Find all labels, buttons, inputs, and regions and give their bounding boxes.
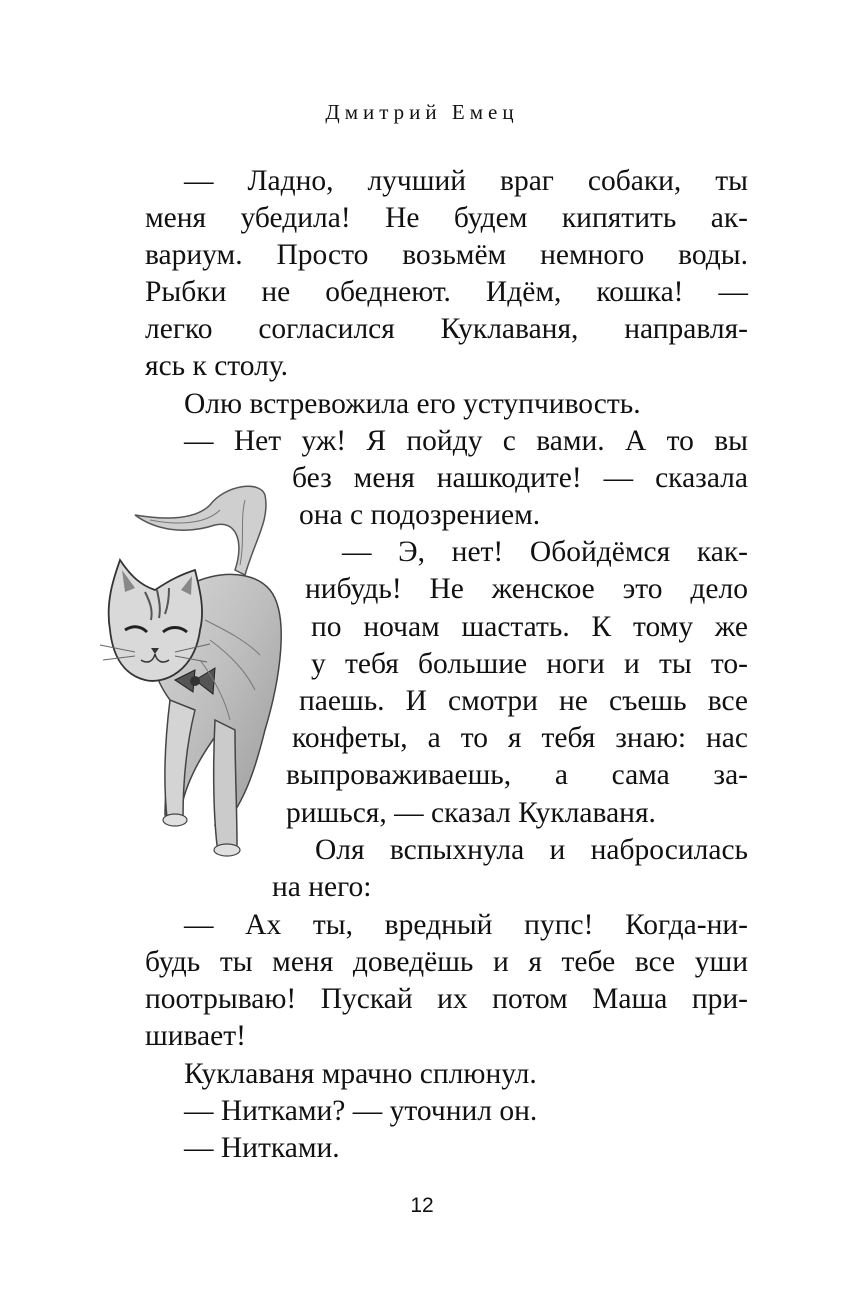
text-line: у тебя большие ноги и ты то- — [311, 648, 748, 680]
text-line: — Нитками? — уточнил он. — [184, 1095, 538, 1127]
text-line: по ночам шастать. К тому же — [311, 611, 748, 643]
text-line: шивает! — [145, 1020, 246, 1052]
text-line: легко согласился Куклаваня, направля- — [145, 313, 748, 345]
text-line: нибудь! Не женское это дело — [305, 573, 748, 605]
text-line: вариум. Просто возьмём немного воды. — [145, 239, 748, 271]
page-number: 12 — [410, 1194, 434, 1217]
text-line: без меня нашкодите! — сказала — [292, 462, 748, 494]
text-line: конфеты, а то я тебя знаю: нас — [292, 722, 748, 754]
text-line: — Ах ты, вредный пупс! Когда-ни- — [184, 909, 748, 941]
text-line: выпроваживаешь, а сама за- — [286, 759, 748, 791]
text-line: меня убедила! Не будем кипятить ак- — [145, 202, 748, 234]
text-line: она с подозрением. — [299, 499, 541, 531]
text-line: будь ты меня доведёшь и я тебе все уши — [145, 946, 748, 978]
text-line: Рыбки не обеднеют. Идём, кошка! — — [145, 276, 748, 308]
text-line: — Нитками. — [184, 1132, 340, 1164]
text-line: ришься, — сказал Куклаваня. — [286, 797, 656, 829]
text-line: Олю встревожила его уступчивость. — [184, 388, 641, 420]
cat-illustration-icon — [95, 480, 300, 880]
running-header: Дмитрий Емец — [325, 100, 519, 124]
text-line: поотрываю! Пускай их потом Маша при- — [145, 983, 748, 1015]
text-line: Оля вспыхнула и набросилась — [315, 834, 748, 866]
text-line: — Нет уж! Я пойду с вами. А то вы — [184, 425, 748, 457]
text-line: Куклаваня мрачно сплюнул. — [184, 1058, 537, 1090]
text-line: паешь. И смотри не съешь все — [299, 685, 748, 717]
text-line: — Э, нет! Обойдёмся как- — [342, 536, 748, 568]
text-line: ясь к столу. — [145, 350, 289, 382]
text-line: на него: — [272, 871, 372, 903]
text-line: — Ладно, лучший враг собаки, ты — [184, 165, 748, 197]
